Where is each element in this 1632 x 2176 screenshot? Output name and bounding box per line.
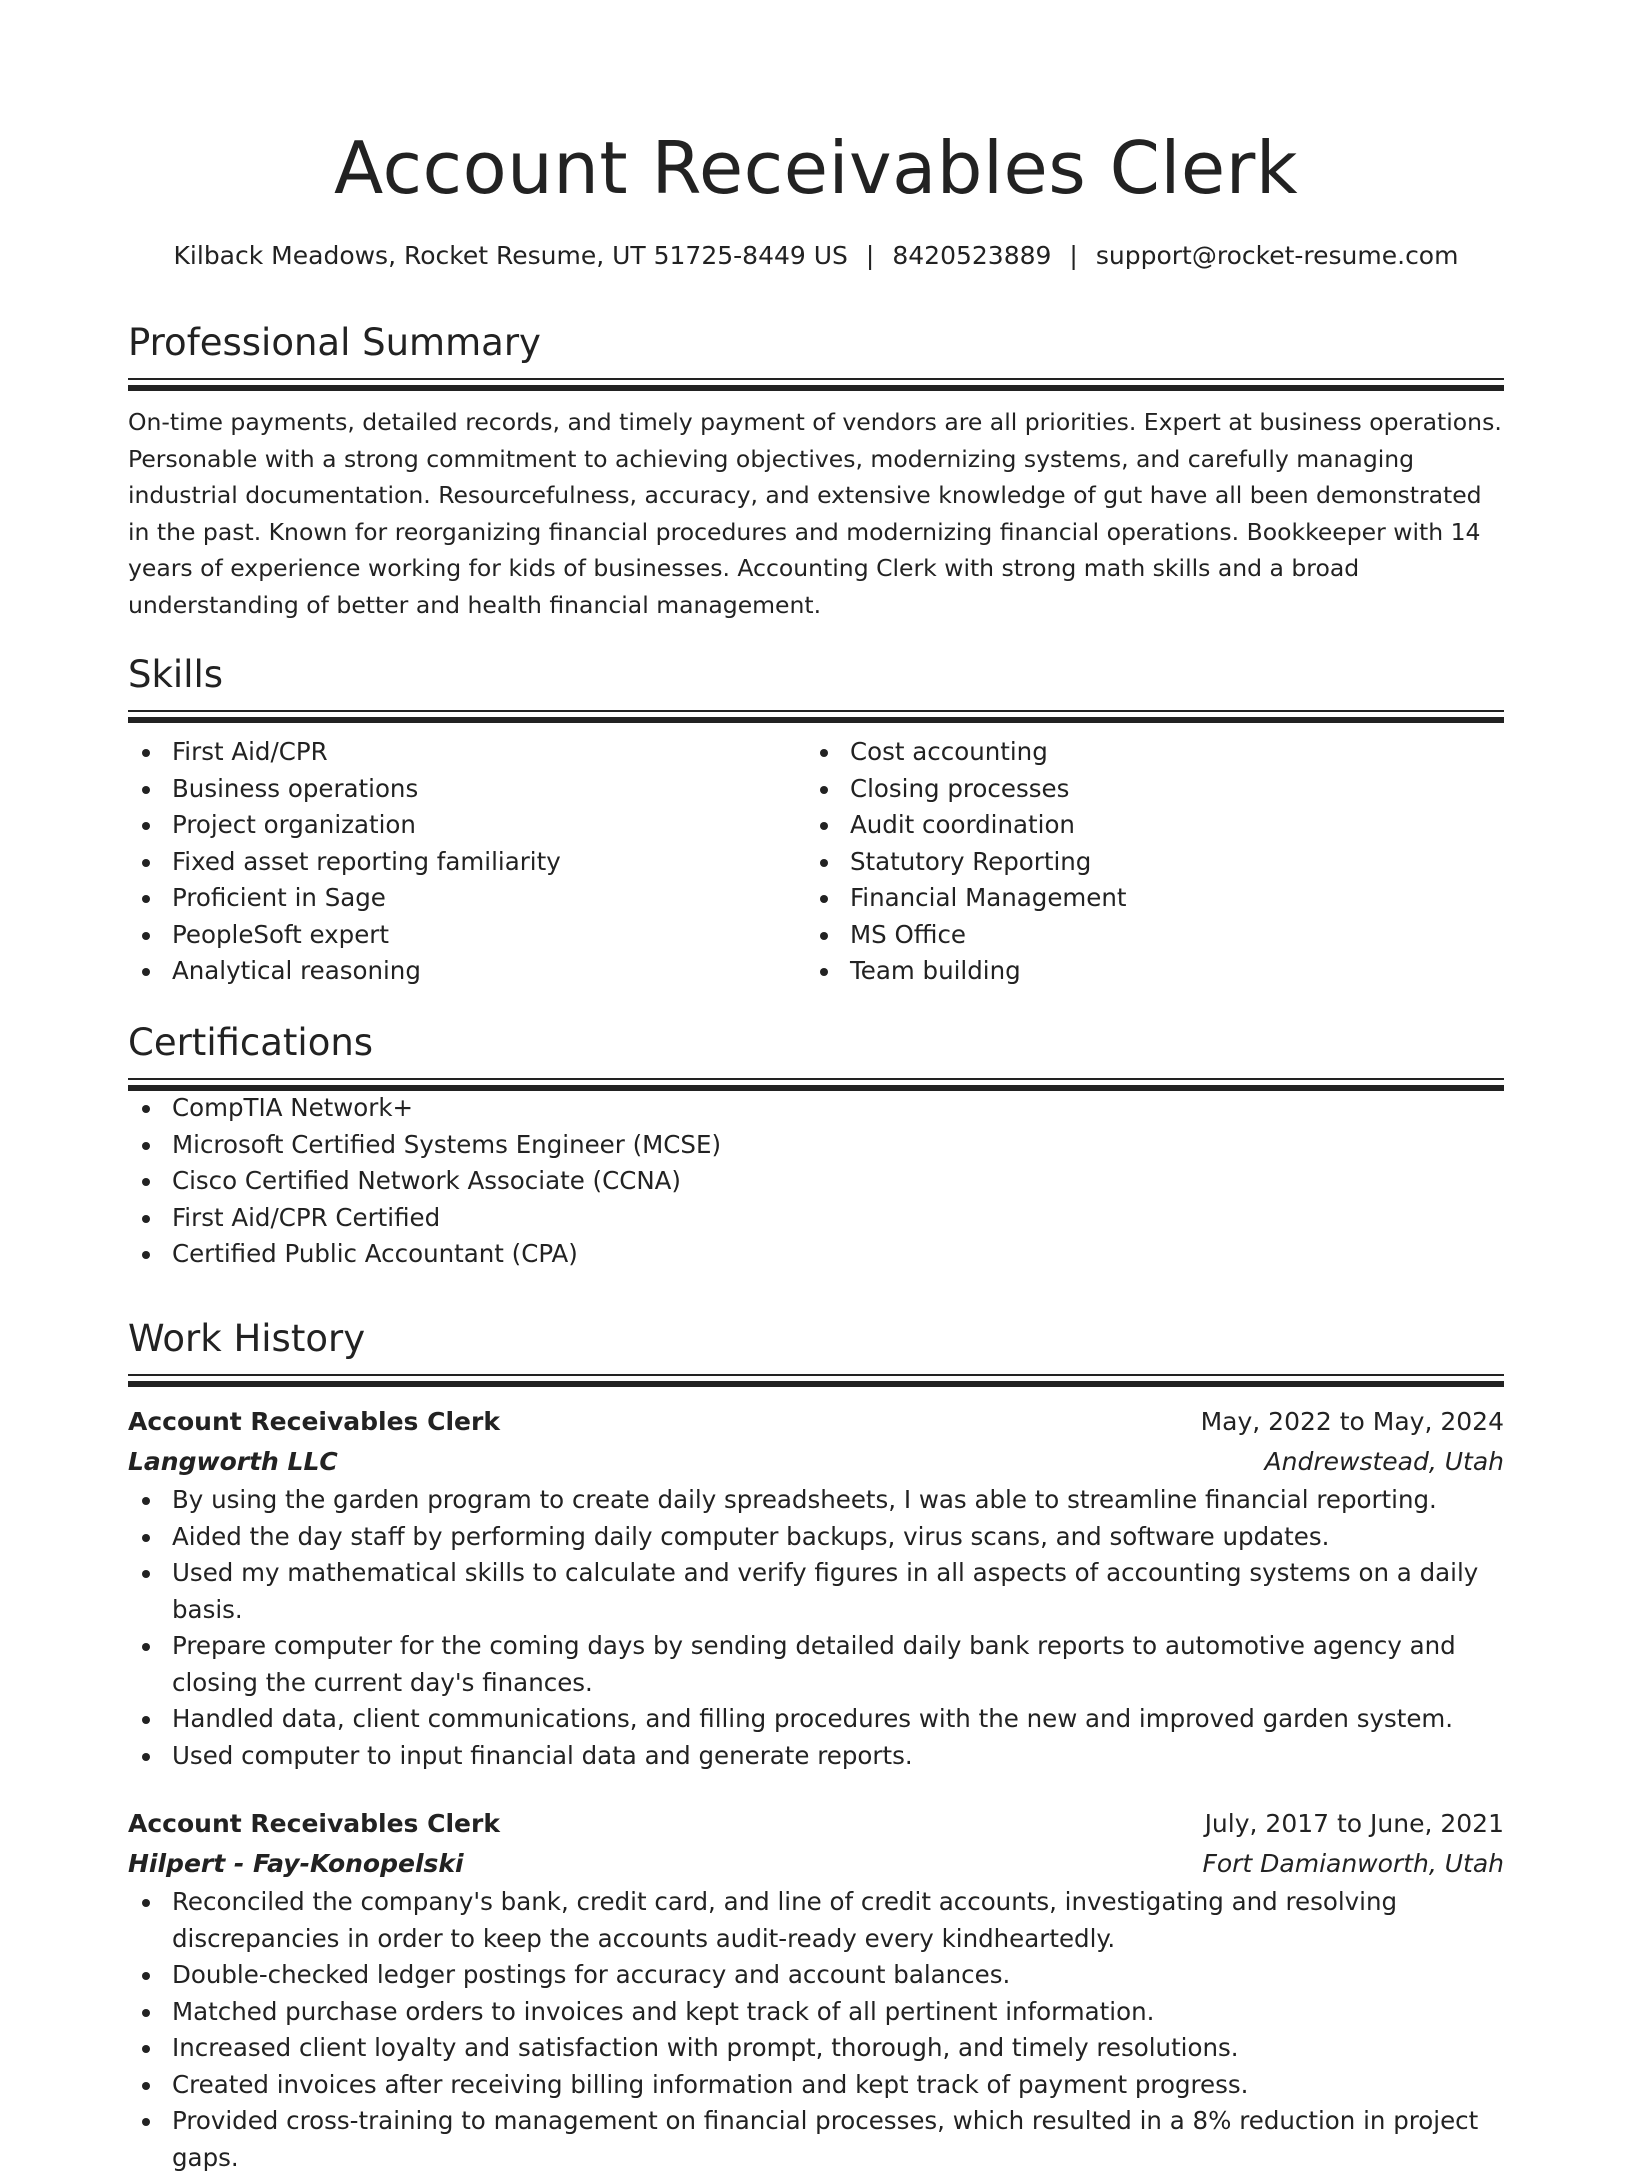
job-title: Account Receivables Clerk (128, 1809, 500, 1838)
skill-item: Business operations (128, 771, 806, 808)
job-bullet: Matched purchase orders to invoices and kept track of all pertinent information. (128, 1994, 1504, 2031)
job-bullet: Used my mathematical skills to calculate and verify figures in all aspects of accounting systems on a daily basis. (128, 1555, 1504, 1628)
job-bullet: By using the garden program to create daily spreadsheets, I was able to streamline financial reporting. (128, 1482, 1504, 1519)
skill-item: Fixed asset reporting familiarity (128, 844, 806, 881)
section-title-work-history: Work History (128, 1317, 366, 1360)
certification-item: First Aid/CPR Certified (128, 1200, 1504, 1237)
job-dates: May, 2022 to May, 2024 (1200, 1407, 1504, 1436)
contact-separator: | (1069, 241, 1078, 270)
page-title: Account Receivables Clerk (333, 126, 1299, 210)
job-bullet: Created invoices after receiving billing information and kept track of payment progress. (128, 2067, 1504, 2104)
skill-item: Project organization (128, 807, 806, 844)
summary-section (128, 318, 1504, 623)
job-subheader (128, 1844, 1504, 1884)
contact-email: support@rocket-resume.com (1095, 241, 1459, 270)
job-bullet: Prepare computer for the coming days by sending detailed daily bank reports to automotive agency and closing the current day's finances. (128, 1628, 1504, 1701)
skill-item: Closing processes (806, 771, 1484, 808)
job-bullets (128, 1482, 1504, 1774)
skill-item: MS Office (806, 917, 1484, 954)
job-entry (128, 1402, 1504, 1774)
skill-item: Audit coordination (806, 807, 1484, 844)
skill-item: Proficient in Sage (128, 880, 806, 917)
section-divider (128, 1078, 1504, 1090)
skills-section (128, 650, 1504, 990)
certifications-list (128, 1090, 1504, 1273)
skills-column-right (806, 734, 1484, 990)
skill-item: Team building (806, 953, 1484, 990)
contact-separator: | (865, 241, 875, 270)
section-divider (128, 378, 1504, 390)
certification-item: CompTIA Network+ (128, 1090, 1504, 1127)
section-divider (128, 1374, 1504, 1386)
job-bullets (128, 1884, 1504, 2176)
summary-text: On-time payments, detailed records, and timely payment of vendors are all priorities. Expert at business operations. Personable with a strong commitment to achieving objectives, modernizing systems, and carefully managing industrial documentation. Resourcefulness, accuracy, and extensive knowledge of gut have all been demonstrated in the past. Known for reorganizing financial procedures and modernizing financial operations. Bookkeeper with 14 years of experience working for kids of businesses. Accounting Clerk with strong math skills and a broad understanding of better and health financial management. (128, 408, 1502, 619)
job-bullet: Used computer to input financial data and generate reports. (128, 1738, 1504, 1775)
job-bullet: Provided cross-training to management on financial processes, which resulted in a 8% reduction in project gaps. (128, 2103, 1504, 2176)
job-company: Hilpert - Fay-Konopelski (128, 1849, 464, 1878)
skill-item: PeopleSoft expert (128, 917, 806, 954)
skills-column-left (128, 734, 806, 990)
contact-address: Kilback Meadows, Rocket Resume, UT 51725-8449 US (173, 241, 848, 270)
skill-item: Analytical reasoning (128, 953, 806, 990)
job-header (128, 1804, 1504, 1844)
job-entry (128, 1804, 1504, 2176)
section-divider (128, 710, 1504, 722)
job-company: Langworth LLC (128, 1447, 338, 1476)
certification-item: Cisco Certified Network Associate (CCNA) (128, 1163, 1504, 1200)
job-dates: July, 2017 to June, 2021 (1204, 1809, 1504, 1838)
job-subheader (128, 1442, 1504, 1482)
certifications-section (128, 1018, 1504, 1273)
certification-item: Microsoft Certified Systems Engineer (MCSE) (128, 1127, 1504, 1164)
job-header (128, 1402, 1504, 1442)
job-title: Account Receivables Clerk (128, 1407, 500, 1436)
job-bullet: Increased client loyalty and satisfaction with prompt, thorough, and timely resolutions. (128, 2030, 1504, 2067)
job-location: Andrewstead, Utah (1264, 1447, 1504, 1476)
section-title-summary: Professional Summary (128, 321, 541, 364)
job-bullet: Aided the day staff by performing daily computer backups, virus scans, and software updates. (128, 1519, 1504, 1556)
certification-item: Certified Public Accountant (CPA) (128, 1236, 1504, 1273)
work-history-section (128, 1314, 1504, 2176)
job-location: Fort Damianworth, Utah (1202, 1849, 1504, 1878)
contact-line (128, 238, 1504, 274)
skill-item: Statutory Reporting (806, 844, 1484, 881)
job-bullet: Double-checked ledger postings for accuracy and account balances. (128, 1957, 1504, 1994)
skill-item: First Aid/CPR (128, 734, 806, 771)
contact-phone: 8420523889 (892, 241, 1052, 270)
job-bullet: Handled data, client communications, and filling procedures with the new and improved garden system. (128, 1701, 1504, 1738)
skill-item: Financial Management (806, 880, 1484, 917)
skill-item: Cost accounting (806, 734, 1484, 771)
skills-columns (128, 734, 1504, 990)
job-bullet: Reconciled the company's bank, credit card, and line of credit accounts, investigating and resolving discrepancies in order to keep the accounts audit-ready every kindheartedly. (128, 1884, 1504, 1957)
resume-page (128, 0, 1504, 2172)
section-title-certifications: Certifications (128, 1021, 374, 1064)
section-title-skills: Skills (128, 653, 224, 696)
